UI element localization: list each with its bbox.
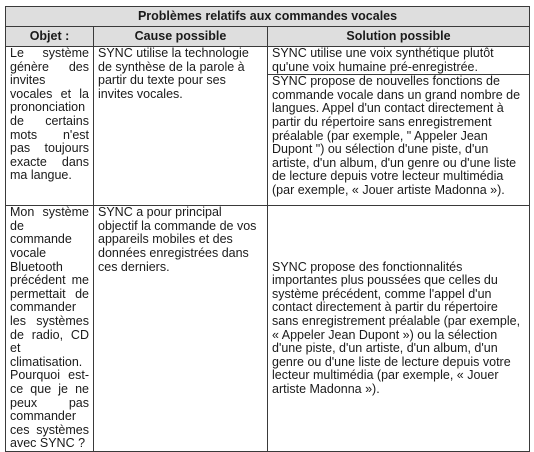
table-title: Problèmes relatifs aux commandes vocales [6,7,530,27]
row1-solution-2: SYNC propose de nouvelles fonctions de commande vocale dans un grand nombre de langues. Appel d'un contact directement à partir du répertoire sans enregistrement préalable (par exemple, " Appeler Jean Dupont ") ou sélection d'une piste, d'un artiste, d'un album, d'un genre ou d'une liste de lecture depuis votre lecteur multimédia (par exemple, « Jouer artiste Madonna »). [268,75,530,206]
row2-object: Mon système de commande vocale Bluetooth précédent me permettait de commander les systèmes de radio, CD et climatisation. Pourquoi est-ce que je ne peux pas commander ces systèmes avec SYNC ? [6,206,94,452]
voice-commands-table [5,6,530,452]
row2-solution: SYNC propose des fonctionnalités importantes plus poussées que celles du système précédent, comme l'appel d'un contact directement à partir du répertoire sans enregistrement préalable (par exemple, « Appeler Jean Dupont ») ou la sélection d'une piste, d'un artiste, d'un album, d'un genre ou d'une liste de lecture depuis votre lecteur multimédia (par exemple, « Jouer artiste Madonna »). [268,206,530,452]
header-cause: Cause possible [94,27,268,47]
row1-solution-1: SYNC utilise une voix synthétique plutôt qu'une voix humaine pré-enregistrée. [268,47,530,75]
table-row [6,206,530,452]
row2-cause: SYNC a pour principal objectif la commande de vos appareils mobiles et des données enregistrées dans ces derniers. [94,206,268,452]
header-solution: Solution possible [268,27,530,47]
header-object: Objet : [6,27,94,47]
row1-object: Le système génère des invites vocales et la prononciation de certains mots n'est pas toujours exacte dans ma langue. [6,47,94,206]
row1-cause: SYNC utilise la technologie de synthèse de la parole à partir du texte pour ses invites vocales. [94,47,268,206]
table-row [6,47,530,75]
